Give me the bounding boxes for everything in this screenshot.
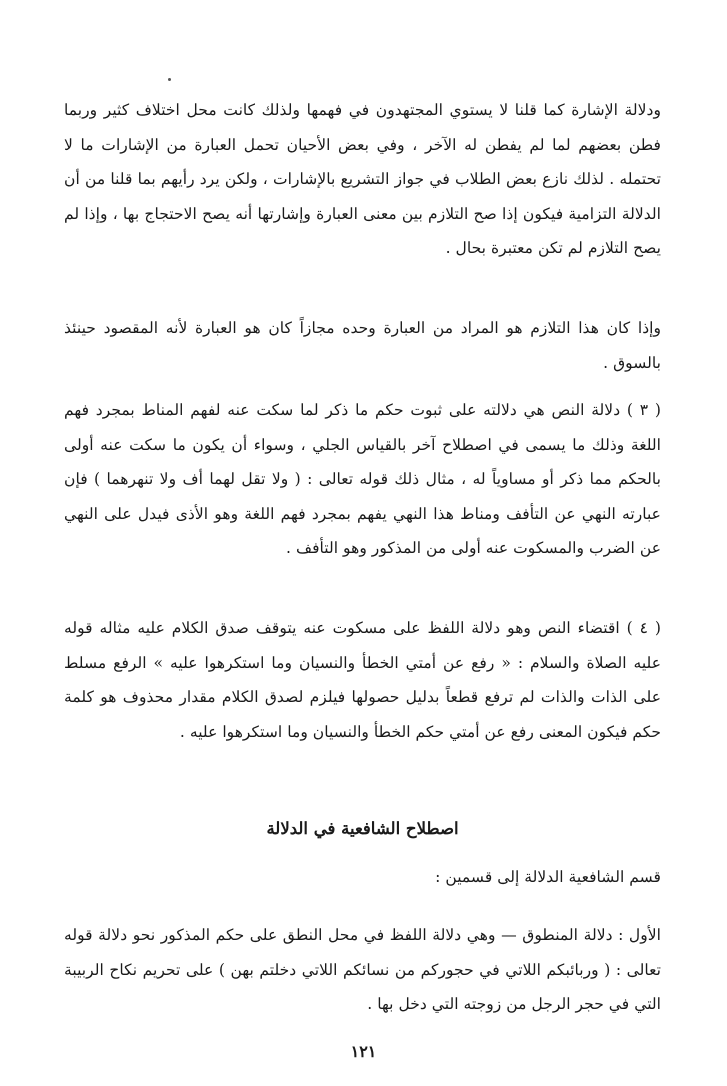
division-intro [64, 860, 661, 895]
print-speck [168, 78, 171, 81]
paragraph-text: ( ٤ ) اقتضاء النص وهو دلالة اللفظ على مسكوت عنه يتوقف صدق الكلام عليه مثاله قوله عليه الصلاة والسلام : « رفع عن أمتي الخطأ والنسيان وما استكرهوا عليه » الرفع مسلط على الذات والذات لم ترفع قطعاً بدليل حصولها فيلزم لصدق الكلام مقدار محذوف هو كلمة حكم فيكون المعنى رفع عن أمتي حكم الخطأ والنسيان وما استكرهوا عليه . [64, 619, 661, 741]
paragraph-text: وإذا كان هذا التلازم هو المراد من العبارة وحده مجازاً كان هو العبارة لأنه المقصود حينئذ بالسوق . [64, 319, 661, 372]
paragraph-text: الأول : دلالة المنطوق — وهي دلالة اللفظ في محل النطق على حكم المذكور نحو دلالة قوله تعالى : ( وربائبكم اللاتي في حجوركم من نسائكم اللاتي دخلتم بهن ) على تحريم نكاح الربيبة التي في حجر الرجل من زوجته التي دخل بها . [64, 926, 661, 1014]
paragraph-talazum [64, 311, 661, 380]
page-number: ١٢١ [350, 1042, 377, 1061]
paragraph-dalalat-al-nass [64, 393, 661, 566]
paragraph-text: ودلالة الإشارة كما قلنا لا يستوي المجتهدون في فهمها ولذلك كانت محل اختلاف كثير وربما فطن بعضهم لما لم يفطن له الآخر ، وفي بعض الأحيان تحمل العبارة من الإشارات ما لا تحتمله . لذلك نازع بعض الطلاب في جواز التشريع بالإشارات ، ولكن يرد رأيهم بما قلنا من أن الدلالة التزامية فيكون إذا صح التلازم بين معنى العبارة وإشارتها أنه يصح الاحتجاج بها ، وإذا لم يصح التلازم لم تكن معتبرة بحال . [64, 101, 661, 258]
paragraph-text: قسم الشافعية الدلالة إلى قسمين : [435, 868, 661, 886]
paragraph-isharah [64, 93, 661, 266]
paragraph-iqtida-al-nass [64, 611, 661, 749]
section-heading: اصطلاح الشافعية في الدلالة [266, 819, 459, 838]
paragraph-mantuq [64, 918, 661, 1022]
paragraph-text: ( ٣ ) دلالة النص هي دلالته على ثبوت حكم ما ذكر لما سكت عنه لفهم المناط بمجرد فهم اللغة وذلك ما يسمى في اصطلاح آخر بالقياس الجلي ، وسواء أن يكون ما سكت عنه أولى بالحكم مما ذكر أو مساوياً له ، مثال ذلك قوله تعالى : ( ولا تقل لهما أف ولا تنهرهما ) فإن عبارته النهي عن التأفف ومناط هذا النهي يفهم بمجرد فهم اللغة وهو الأذى فيدل على النهي عن الضرب والمسكوت عنه أولى من المذكور وهو التأفف . [64, 401, 661, 558]
